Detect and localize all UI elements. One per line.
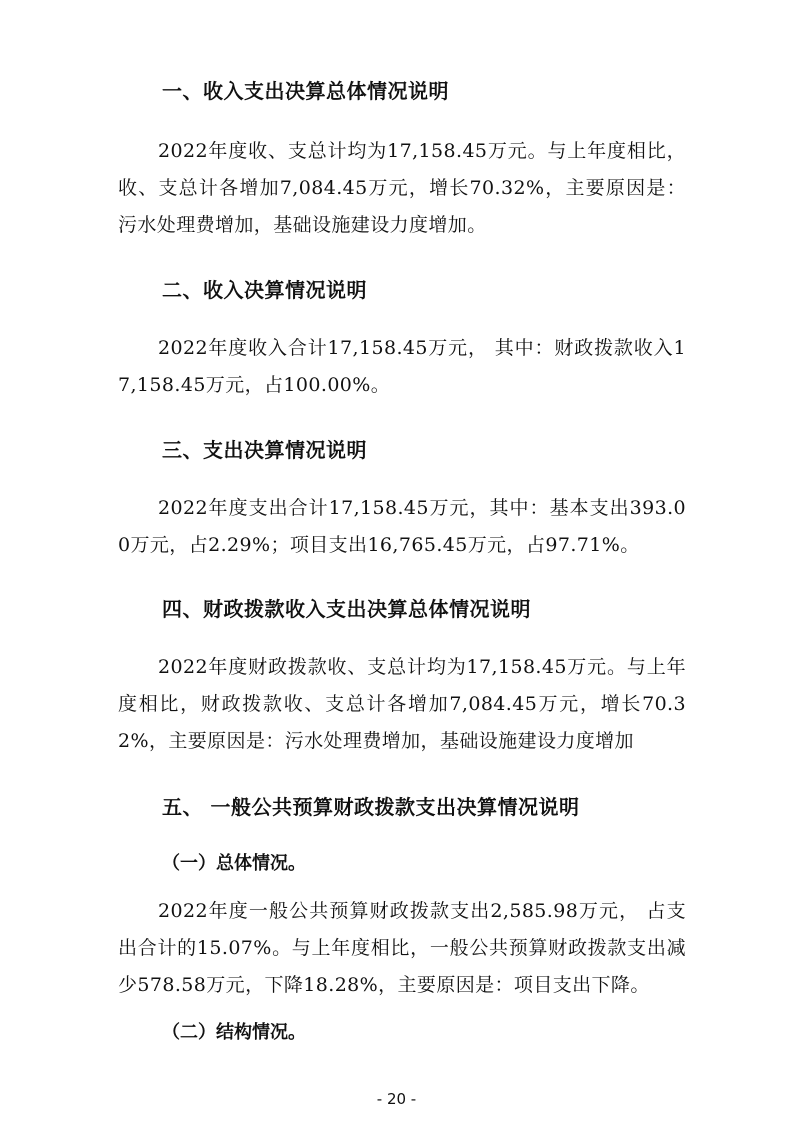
section-2-heading: 二、收入决算情况说明 — [162, 278, 367, 302]
subsection-1-paragraph: 2022年度一般公共预算财政拨款支出2,585.98万元， 占支出合计的15.07%。与上年度相比，一般公共预算财政拨款支出减少578.58万元，下降18.28%，主要原因是：项目支出下降。 — [118, 900, 686, 996]
subsection-1-heading: （一）总体情况。 — [162, 853, 306, 874]
section-2-paragraph: 2022年度收入合计17,158.45万元， 其中：财政拨款收入17,158.45万元，占100.00%。 — [118, 337, 686, 396]
section-1-heading: 一、收入支出决算总体情况说明 — [162, 79, 449, 103]
section-4-paragraph: 2022年度财政拨款收、支总计均为17,158.45万元。与上年度相比，财政拨款收、支总计各增加7,084.45万元，增长70.32%，主要原因是：污水处理费增加，基础设施建设力度增加 — [118, 656, 686, 752]
section-5-heading: 五、 一般公共预算财政拨款支出决算情况说明 — [162, 795, 580, 819]
page-number: - 20 - — [376, 1090, 417, 1108]
section-4-heading: 四、财政拨款收入支出决算总体情况说明 — [162, 597, 531, 621]
section-1-paragraph: 2022年度收、支总计均为17,158.45万元。与上年度相比，收、支总计各增加7,084.45万元，增长70.32%，主要原因是：污水处理费增加，基础设施建设力度增加。 — [118, 140, 686, 236]
section-3-paragraph: 2022年度支出合计17,158.45万元，其中：基本支出393.00万元，占2.29%；项目支出16,765.45万元，占97.71%。 — [118, 497, 686, 556]
subsection-2-heading: （二）结构情况。 — [162, 1022, 306, 1043]
section-3-heading: 三、支出决算情况说明 — [162, 438, 367, 462]
